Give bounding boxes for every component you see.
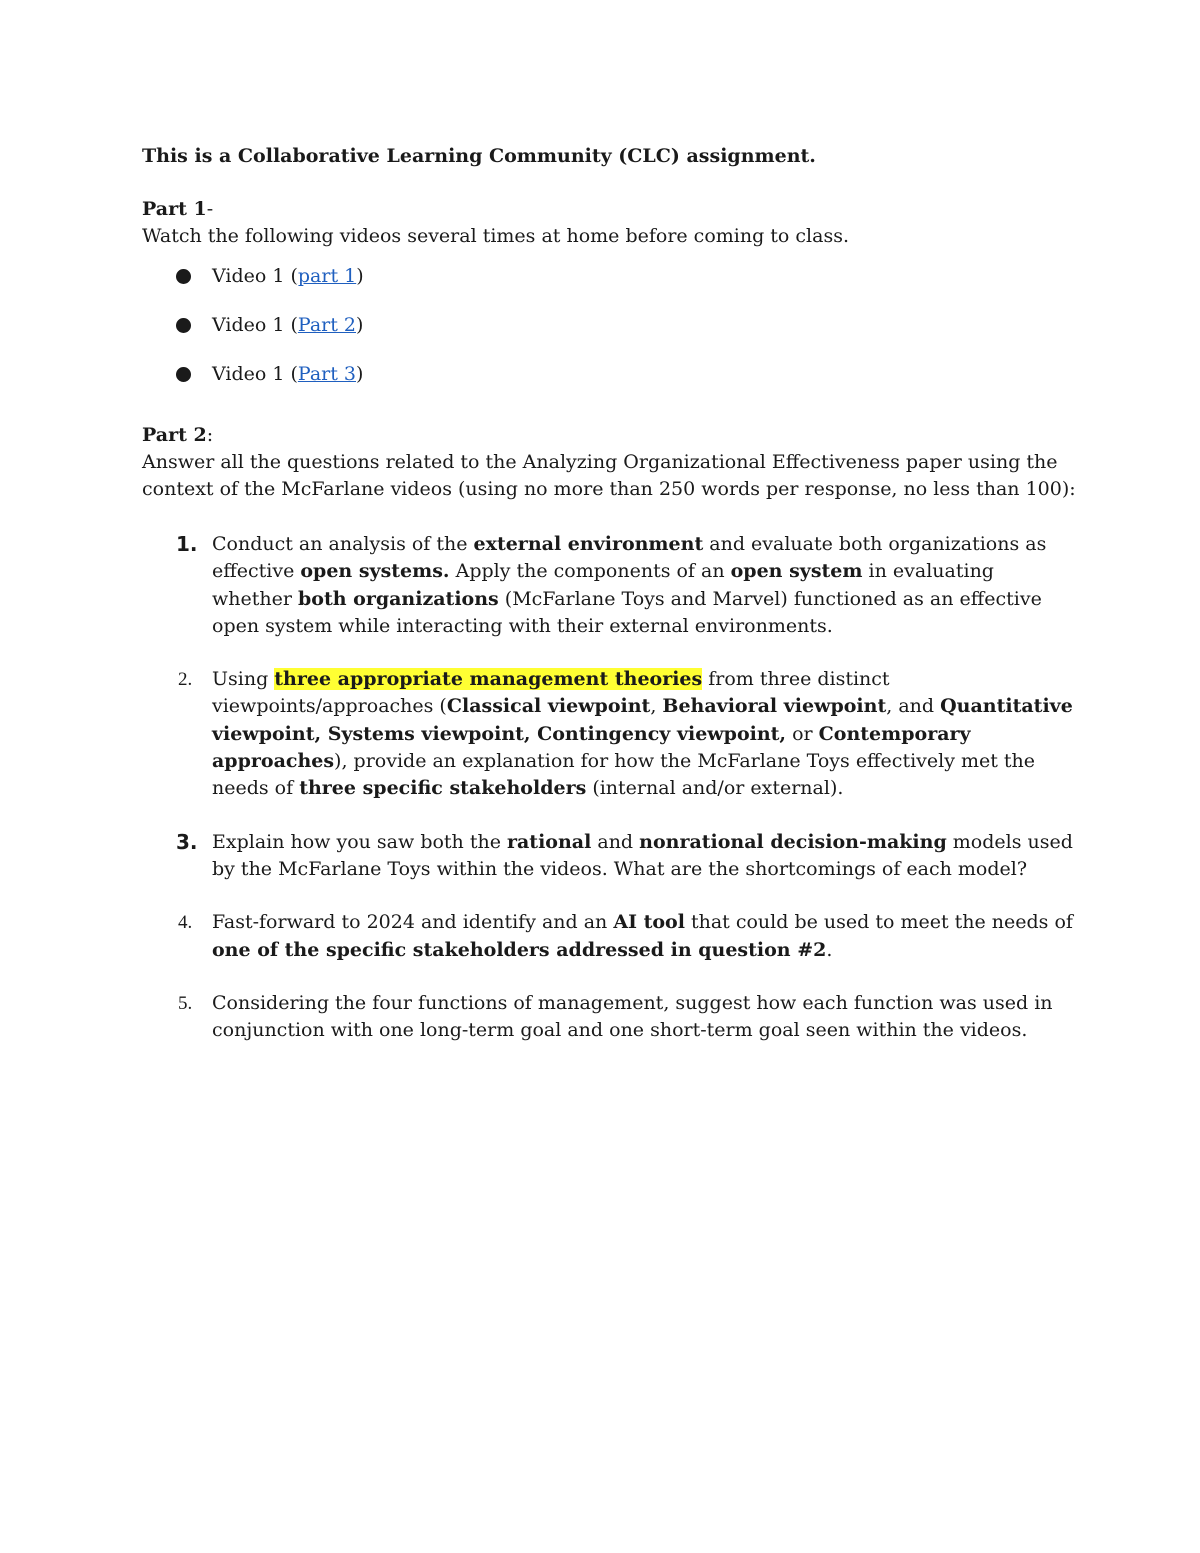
question-emphasis: AI tool bbox=[613, 911, 685, 934]
part1-heading-suffix: - bbox=[206, 198, 214, 220]
question-1 bbox=[176, 531, 1076, 640]
video-link-part-1[interactable]: part 1 bbox=[297, 265, 357, 287]
question-text: , bbox=[650, 695, 663, 718]
question-emphasis: external environment bbox=[473, 533, 704, 555]
question-text: (McFarlane Toys and Marvel) functioned as an effective open system while interacting with their external environments. bbox=[212, 587, 1042, 637]
question-emphasis: Behavioral viewpoint bbox=[662, 695, 887, 718]
question-number: 1. bbox=[176, 532, 198, 556]
video-label-suffix: ) bbox=[356, 314, 364, 336]
question-text: Considering the four functions of management, suggest how each function was used in conjunction with one long-term goal and one short-term goal seen within the videos. bbox=[212, 991, 1053, 1042]
question-text: Fast-forward to 2024 and identify and an bbox=[212, 911, 614, 934]
highlighted-text: three appropriate management theories bbox=[274, 668, 703, 691]
question-text: and bbox=[591, 830, 640, 853]
part2-section bbox=[142, 422, 1102, 503]
video-label-suffix: ) bbox=[356, 363, 364, 385]
part2-heading bbox=[142, 422, 1102, 449]
question-text: from three distinct viewpoints/approaches ( bbox=[212, 668, 890, 718]
bullet-icon bbox=[176, 318, 191, 333]
part2-instruction: Answer all the questions related to the Analyzing Organizational Effectiveness paper using the context of the McFarlane videos (using no more than 250 words per response, no less than 100): bbox=[142, 451, 1076, 500]
video-link-part-2[interactable]: Part 2 bbox=[297, 314, 356, 336]
part2-heading-text: Part 2 bbox=[142, 424, 207, 446]
question-number: 4. bbox=[178, 912, 193, 934]
question-text: that could be used to meet the needs of bbox=[684, 911, 1073, 934]
question-4 bbox=[176, 909, 1076, 964]
part1-instruction: Watch the following videos several times at home before coming to class. bbox=[142, 225, 849, 247]
question-text: Apply the components of an bbox=[449, 560, 731, 583]
question-text: Conduct an analysis of the bbox=[212, 533, 474, 555]
question-text: (internal and/or external). bbox=[586, 777, 844, 800]
video-label-suffix: ) bbox=[356, 265, 364, 287]
part1-section bbox=[142, 196, 1102, 250]
question-emphasis: rational bbox=[506, 830, 592, 853]
bullet-icon bbox=[176, 269, 191, 284]
question-text: or bbox=[786, 722, 819, 745]
question-text: , and bbox=[886, 695, 941, 718]
video-label: Video 1 ( bbox=[212, 363, 298, 385]
bullet-icon bbox=[176, 367, 191, 382]
question-text: in evaluating whether bbox=[212, 560, 994, 610]
question-2 bbox=[176, 666, 1076, 802]
question-emphasis: open system bbox=[730, 560, 863, 583]
list-item bbox=[176, 360, 364, 409]
question-5 bbox=[176, 990, 1076, 1045]
question-emphasis: one of the specific stakeholders addressed in question #2 bbox=[212, 938, 827, 961]
question-text: ), provide an explanation for how the McFarlane Toys effectively met the needs of bbox=[212, 750, 1036, 800]
question-emphasis: Contemporary approaches bbox=[212, 722, 971, 773]
question-text: Explain how you saw both the bbox=[212, 830, 507, 853]
video-link-part-3[interactable]: Part 3 bbox=[297, 363, 356, 385]
question-emphasis: three specific stakeholders bbox=[299, 777, 587, 800]
question-text: Using bbox=[212, 668, 275, 691]
question-emphasis: open systems. bbox=[300, 560, 450, 583]
question-emphasis: nonrational decision-making bbox=[639, 830, 947, 853]
question-list bbox=[176, 531, 1076, 1070]
part2-heading-suffix: : bbox=[206, 424, 214, 446]
video-list bbox=[176, 262, 364, 409]
question-text: and evaluate both organizations as effective bbox=[212, 533, 1047, 583]
question-number: 5. bbox=[178, 992, 193, 1014]
question-emphasis: both organizations bbox=[297, 587, 499, 610]
video-label: Video 1 ( bbox=[212, 314, 298, 336]
question-text: models used by the McFarlane Toys within the videos. What are the shortcomings of each model? bbox=[212, 830, 1073, 880]
list-item bbox=[176, 262, 364, 311]
question-number: 2. bbox=[178, 669, 193, 691]
question-emphasis: Quantitative viewpoint, Systems viewpoint, Contingency viewpoint, bbox=[212, 695, 1073, 745]
assignment-intro: This is a Collaborative Learning Community (CLC) assignment. bbox=[142, 145, 816, 167]
question-text: . bbox=[826, 938, 833, 961]
video-label: Video 1 ( bbox=[212, 265, 298, 287]
list-item bbox=[176, 311, 364, 360]
question-3 bbox=[176, 829, 1076, 884]
question-emphasis: Classical viewpoint bbox=[446, 695, 651, 718]
part1-heading bbox=[142, 196, 1102, 223]
part1-heading-text: Part 1 bbox=[142, 198, 207, 220]
question-number: 3. bbox=[176, 829, 198, 854]
